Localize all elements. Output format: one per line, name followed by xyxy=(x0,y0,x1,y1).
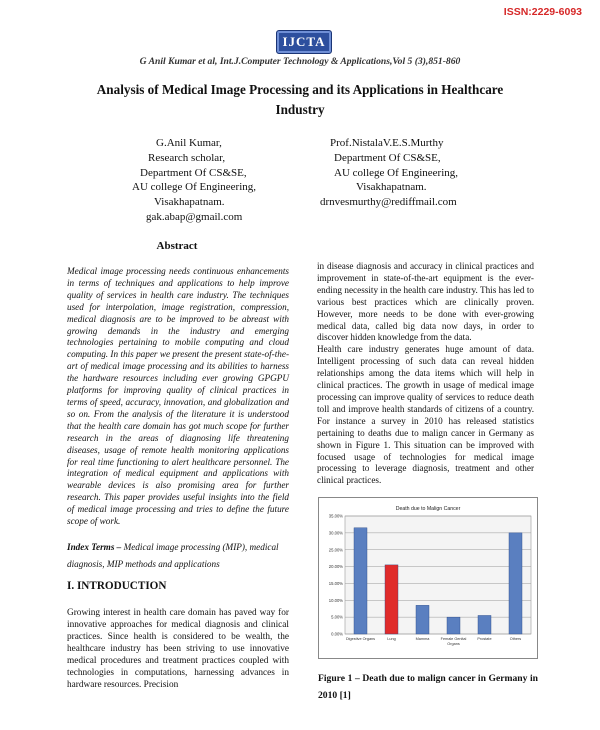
issn-label: ISSN:2229-6093 xyxy=(503,6,582,18)
x-tick-label: Mamma xyxy=(415,637,430,641)
abstract-text: Medical image processing needs continuous enhancements in terms of techniques and applications to help improve quality of services in health care industry. The techniques used for interpolation, image registration, compression, medical diagnosis are to be improved to be abreast with growing demands in the industry and emerging technologies pertaining to mobile computing and cloud computing. In this paper we present the present state-of-the-art of medical image processing and its abilities to harness the hardware resources including ever growing GPGPU platforms for improving quality of clinical practices in terms of speed, accuracy, innovation, and globalization and so on. From the analysis of the literature it is understood that the health care domain has got much scope for further research in the areas of diagnosing life threatening diseases, usage of remote health monitoring applications for real time functioning to alert healthcare personnel. The integration of medical equipment and applications with wearable devices is also promising area for further research. This paper provides useful insights into the field of medical image processing and tries to define the future scope of work. xyxy=(67,266,289,527)
bar xyxy=(416,605,429,634)
bar xyxy=(354,528,367,634)
author-left-email: gak.abap@gmail.com xyxy=(146,210,243,223)
author-left-college: AU college Of Engineering, xyxy=(132,181,257,194)
x-tick-label: Digestive Organs xyxy=(345,637,376,641)
y-tick-label: 10.00% xyxy=(328,597,343,603)
index-terms xyxy=(67,539,289,573)
y-tick-label: 15.00% xyxy=(328,581,343,587)
bar xyxy=(385,565,398,634)
logo-text: IJCTA xyxy=(282,34,326,49)
bar xyxy=(509,533,522,634)
intro-heading: I. INTRODUCTION xyxy=(67,580,167,592)
figure-caption: Figure 1 – Death due to malign cancer in Germany in 2010 [1] xyxy=(318,673,538,701)
paper-title xyxy=(40,80,560,120)
journal-citation: G Anil Kumar et al, Int.J.Computer Technology & Applications,Vol 5 (3),851-860 xyxy=(139,56,461,67)
author-left-role: Research scholar, xyxy=(148,151,226,164)
author-left-dept: Department Of CS&SE, xyxy=(140,166,247,179)
author-right-name: Prof.NistalaV.E.S.Murthy xyxy=(330,137,444,149)
figure-1-chart xyxy=(318,497,538,659)
bar xyxy=(447,617,460,634)
title-line-1: Analysis of Medical Image Processing and its Applications in Healthcare xyxy=(96,82,504,97)
y-tick-label: 0.00% xyxy=(331,631,343,637)
author-left-city: Visakhapatnam. xyxy=(154,196,225,209)
y-tick-label: 25.00% xyxy=(328,547,343,553)
x-tick-label: Prostate xyxy=(477,637,492,641)
chart-title: Death due to Malign Cancer xyxy=(395,506,461,512)
y-tick-label: 5.00% xyxy=(331,614,343,620)
author-right-city: Visakhapatnam. xyxy=(356,181,427,194)
x-tick-label: Others xyxy=(509,637,522,641)
x-tick-label: Female Genital xyxy=(440,637,467,641)
index-terms-label: Index Terms – xyxy=(67,542,122,552)
abstract-heading: Abstract xyxy=(156,240,198,252)
right-column-text xyxy=(317,261,534,487)
journal-logo xyxy=(276,30,332,54)
x-tick-label: Organs xyxy=(447,642,460,646)
x-tick-label: Lung xyxy=(387,637,396,641)
right-paragraph-1: in disease diagnosis and accuracy in clinical practices and improvement in state-of-the-art equipment is the ever-ending necessity in the health care industry. This has led to various best practices which are clinically proven. However, more needs to be done with ever-growing medical data, called big data now days, in order to discover hidden knowledge from the data. xyxy=(317,261,534,343)
right-paragraph-2: Health care industry generates huge amount of data. Intelligent processing of such data can reveal hidden relationships among the data items which will help in clinical practices. The growth in usage of medical image processing can improve quality of services to reduce death toll and improve health standards of citizens of a country. For instance a survey in 2010 has released statistics pertaining to deaths due to malign cancer in Germany as shown in Figure 1. This situation can be improved with focused usage of technologies for medical image processing to leverage diagnosis, treatment and other clinical practices. xyxy=(317,344,534,486)
plot-area xyxy=(345,516,531,634)
author-right-dept: Department Of CS&SE, xyxy=(334,151,441,164)
author-left-name: G.Anil Kumar, xyxy=(156,137,222,149)
author-right-college: AU college Of Engineering, xyxy=(334,166,459,179)
y-tick-label: 20.00% xyxy=(328,564,343,570)
author-right-block xyxy=(318,136,458,210)
y-tick-label: 35.00% xyxy=(328,513,343,519)
bar xyxy=(478,615,491,634)
author-left-block xyxy=(128,136,256,225)
intro-text: Growing interest in health care domain has paved way for innovative approaches for medical diagnosis and clinical practices. Since health is considered to be wealth, the healthcare industry has been striving to use innovative medical procedures and treatment practices coupled with technologies in computations, harnessing advances in hardware resources. Precision xyxy=(67,608,289,690)
author-right-email: drnvesmurthy@rediffmail.com xyxy=(320,196,457,209)
title-line-2: Industry xyxy=(275,102,325,117)
bar-chart xyxy=(319,498,537,658)
index-terms-text: Medical image processing (MIP), medical diagnosis, MIP methods and applications xyxy=(67,542,279,569)
y-tick-label: 30.00% xyxy=(328,530,343,536)
